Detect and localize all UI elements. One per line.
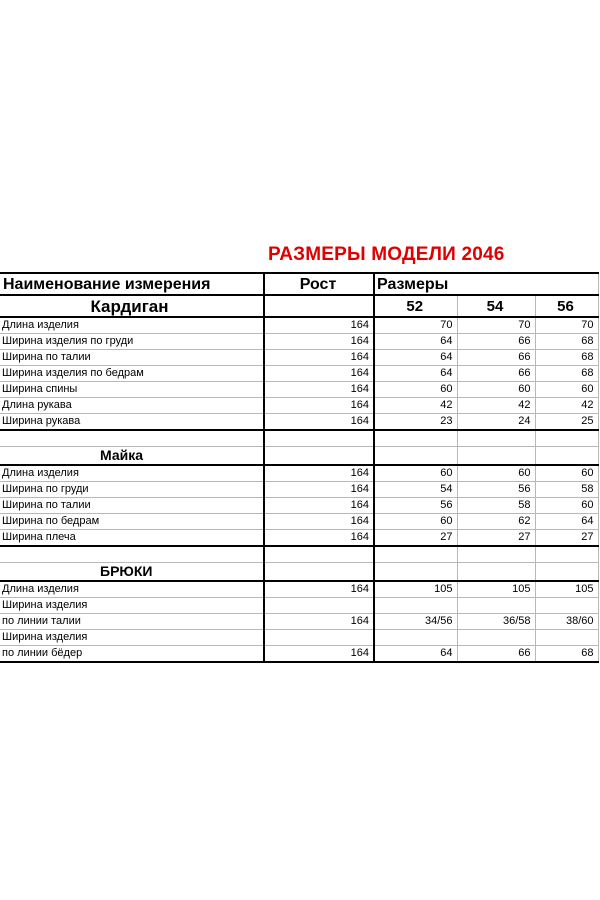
height-column-header: Рост [264, 273, 374, 295]
size-value: 105 [535, 581, 598, 598]
size-value: 64 [374, 350, 457, 366]
section-size-cell [535, 447, 598, 466]
size-value: 60 [535, 465, 598, 482]
blank-cell [535, 546, 598, 563]
table-row [0, 334, 598, 350]
blank-row [0, 546, 598, 563]
height-value: 164 [264, 366, 374, 382]
size-value: 66 [457, 350, 535, 366]
height-value: 164 [264, 317, 374, 334]
section-header-row [0, 447, 598, 466]
size-value: 62 [457, 514, 535, 530]
blank-cell [457, 430, 535, 447]
measurement-name: по линии талии [0, 614, 264, 630]
size-value: 60 [457, 382, 535, 398]
size-value: 64 [374, 366, 457, 382]
size-value: 27 [535, 530, 598, 547]
size-value: 42 [535, 398, 598, 414]
header-filler [535, 273, 598, 295]
measurement-name: Ширина изделия [0, 630, 264, 646]
blank-row [0, 430, 598, 447]
height-value: 164 [264, 334, 374, 350]
size-value: 24 [457, 414, 535, 431]
section-size-cell [535, 563, 598, 582]
size-value: 66 [457, 646, 535, 663]
size-value: 70 [457, 317, 535, 334]
height-value: 164 [264, 530, 374, 547]
table-row [0, 581, 598, 598]
size-value [535, 630, 598, 646]
height-value: 164 [264, 614, 374, 630]
size-value: 34/56 [374, 614, 457, 630]
table-row [0, 530, 598, 547]
measurement-name: Ширина плеча [0, 530, 264, 547]
table-row [0, 366, 598, 382]
page-title: РАЗМЕРЫ МОДЕЛИ 2046 [268, 244, 505, 265]
table-row [0, 465, 598, 482]
blank-cell [374, 430, 457, 447]
header-row [0, 273, 598, 295]
section-header-row [0, 563, 598, 582]
size-value [535, 598, 598, 614]
measurement-name: Длина изделия [0, 317, 264, 334]
size-value: 66 [457, 334, 535, 350]
measurement-name: Ширина спины [0, 382, 264, 398]
table-row [0, 482, 598, 498]
blank-cell [374, 546, 457, 563]
height-value: 164 [264, 646, 374, 663]
measurement-name: Длина изделия [0, 581, 264, 598]
size-value: 64 [374, 334, 457, 350]
height-value: 164 [264, 581, 374, 598]
table-row [0, 630, 598, 646]
section-title: БРЮКИ [0, 563, 264, 582]
blank-cell [0, 546, 264, 563]
size-value: 64 [535, 514, 598, 530]
table-row [0, 350, 598, 366]
section-height-cell [264, 563, 374, 582]
size-value: 38/60 [535, 614, 598, 630]
measurement-name: Ширина изделия [0, 598, 264, 614]
section-height-cell [264, 295, 374, 317]
size-label: 54 [457, 295, 535, 317]
height-value: 164 [264, 465, 374, 482]
section-height-cell [264, 447, 374, 466]
size-value [374, 630, 457, 646]
size-value: 36/58 [457, 614, 535, 630]
measurement-name: Ширина рукава [0, 414, 264, 431]
size-value: 60 [457, 465, 535, 482]
size-chart [0, 240, 600, 663]
measurement-name: Длина рукава [0, 398, 264, 414]
height-value: 164 [264, 382, 374, 398]
size-value: 42 [457, 398, 535, 414]
measurement-name: Ширина по груди [0, 482, 264, 498]
size-value: 68 [535, 334, 598, 350]
size-value: 42 [374, 398, 457, 414]
size-table-body [0, 273, 598, 662]
size-value: 64 [374, 646, 457, 663]
section-size-cell [374, 563, 457, 582]
name-column-header: Наименование измерения [0, 273, 264, 295]
size-value [457, 630, 535, 646]
section-header-row [0, 295, 598, 317]
sizes-column-header: Размеры [374, 273, 457, 295]
table-row [0, 414, 598, 431]
size-value: 56 [457, 482, 535, 498]
table-row [0, 514, 598, 530]
table-row [0, 498, 598, 514]
size-value: 23 [374, 414, 457, 431]
measurement-name: Ширина изделия по бедрам [0, 366, 264, 382]
size-value: 27 [457, 530, 535, 547]
measurement-name: Ширина по талии [0, 350, 264, 366]
height-value: 164 [264, 414, 374, 431]
blank-cell [264, 430, 374, 447]
size-value: 105 [374, 581, 457, 598]
size-value [374, 598, 457, 614]
size-value: 60 [535, 382, 598, 398]
height-value [264, 598, 374, 614]
size-value: 70 [535, 317, 598, 334]
size-value: 27 [374, 530, 457, 547]
blank-cell [0, 430, 264, 447]
measurement-name: Длина изделия [0, 465, 264, 482]
measurement-name: Ширина по талии [0, 498, 264, 514]
table-row [0, 646, 598, 663]
measurement-name: Ширина по бедрам [0, 514, 264, 530]
size-value: 54 [374, 482, 457, 498]
section-size-cell [457, 563, 535, 582]
size-value: 68 [535, 350, 598, 366]
table-row [0, 398, 598, 414]
size-value [457, 598, 535, 614]
blank-cell [457, 546, 535, 563]
size-value: 60 [535, 498, 598, 514]
blank-cell [264, 546, 374, 563]
size-label: 56 [535, 295, 598, 317]
table-row [0, 614, 598, 630]
size-table [0, 272, 599, 663]
measurement-name: по линии бёдер [0, 646, 264, 663]
section-title: Майка [0, 447, 264, 466]
size-value: 70 [374, 317, 457, 334]
height-value: 164 [264, 514, 374, 530]
size-value: 60 [374, 382, 457, 398]
size-value: 60 [374, 465, 457, 482]
section-size-cell [374, 447, 457, 466]
size-value: 58 [535, 482, 598, 498]
size-value: 60 [374, 514, 457, 530]
section-title: Кардиган [0, 295, 264, 317]
table-row [0, 598, 598, 614]
height-value: 164 [264, 398, 374, 414]
size-value: 66 [457, 366, 535, 382]
title-row [0, 240, 600, 272]
height-value: 164 [264, 482, 374, 498]
blank-cell [535, 430, 598, 447]
height-value [264, 630, 374, 646]
size-label: 52 [374, 295, 457, 317]
measurement-name: Ширина изделия по груди [0, 334, 264, 350]
size-value: 25 [535, 414, 598, 431]
size-value: 105 [457, 581, 535, 598]
size-value: 68 [535, 366, 598, 382]
header-filler [457, 273, 535, 295]
table-row [0, 382, 598, 398]
size-value: 56 [374, 498, 457, 514]
height-value: 164 [264, 498, 374, 514]
size-value: 58 [457, 498, 535, 514]
height-value: 164 [264, 350, 374, 366]
table-row [0, 317, 598, 334]
size-value: 68 [535, 646, 598, 663]
section-size-cell [457, 447, 535, 466]
